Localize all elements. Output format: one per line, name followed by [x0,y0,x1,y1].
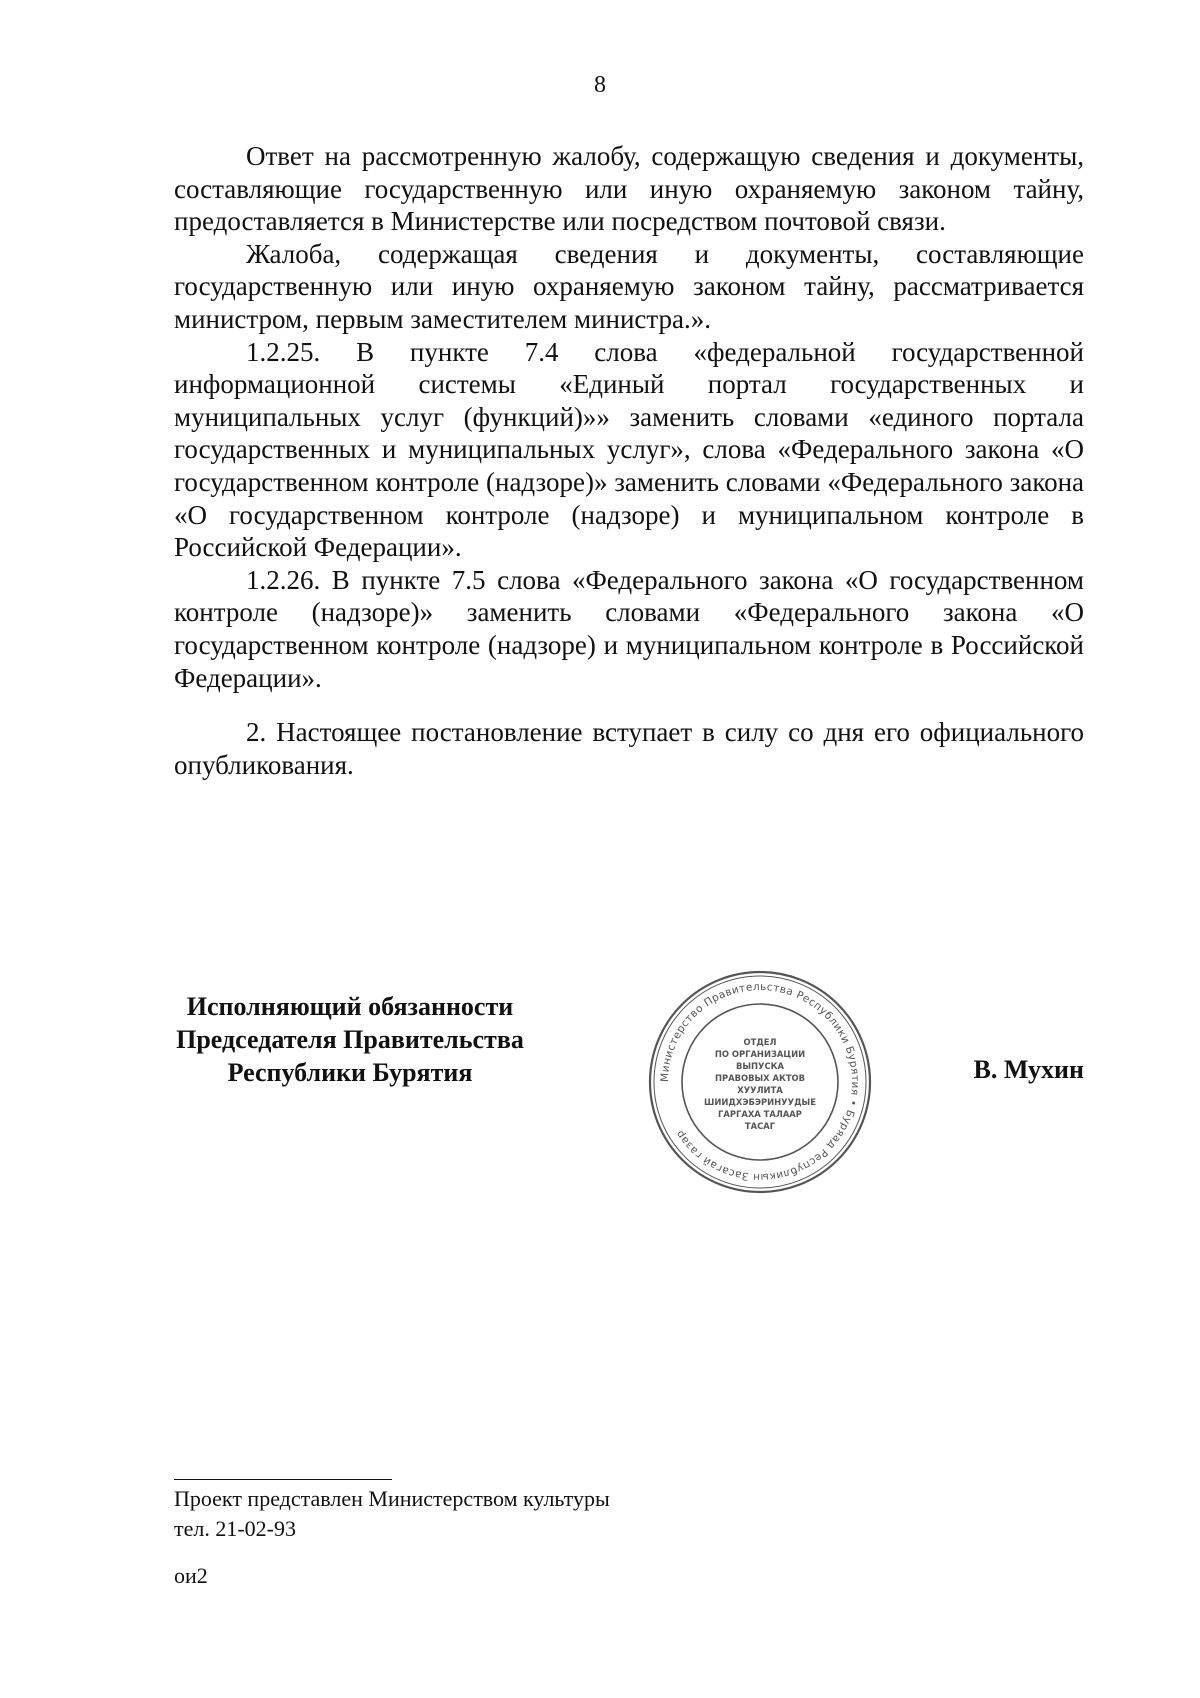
paragraph-entry-into-force: 2. Настоящее постановление вступает в силу со дня его официального опубликования. [174,717,1084,780]
page-number: 8 [594,72,606,98]
signer-name: В. Мухин [973,1055,1084,1084]
official-seal-stamp [645,967,875,1197]
footer-line: Проект представлен Министерством культуры [174,1486,610,1511]
seal-inner-line: ТАСАГ [744,1121,776,1131]
document-code: ои2 [174,1563,208,1588]
paragraph-1-2-26: 1.2.26. В пункте 7.5 слова «Федерального закона «О государственном контроле (надзоре)» заменить словами «Федерального закона «О государственном контроле (надзоре) и муниципальном контроле в Российской Федерации». [174,564,1084,693]
seal-inner-line: ВЫПУСКА [735,1061,785,1071]
seal-outer-text: Министерство Правительства Республики Бурятия • Буряад Республикын Засагай газар [658,980,862,1184]
footer-line: тел. 21-02-93 [174,1516,297,1541]
seal-inner-line: ОТДЕЛ [743,1037,777,1047]
paragraph-complaint-review: Жалоба, содержащая сведения и документы, составляющие государственную или иную охраняемую законом тайну, рассматривается министром, первым заместителем министра.». [174,238,1084,334]
signatory-title [150,990,550,1089]
seal-inner-line: ХУУЛИТА [737,1085,783,1095]
seal-inner-line: ГАРГАХА ТАЛААР [718,1109,802,1119]
footer-note [174,1484,610,1544]
seal-inner-line: ПО ОРГАНИЗАЦИИ [714,1049,806,1059]
signatory-title-line: Председателя Правительства [176,1025,524,1054]
paragraph-complaint-answer: Ответ на рассмотренную жалобу, содержащую сведения и документы, составляющие государственную или иную охраняемую законом тайну, предоставляется в Министерстве или посредством почтовой связи. [174,141,1084,237]
signatory-title-line: Республики Бурятия [227,1058,473,1087]
seal-inner-line: ШИИДХЭБЭРИНУУДЫЕ [704,1097,816,1107]
footer-divider [174,1479,392,1480]
paragraph-1-2-25: 1.2.25. В пункте 7.4 слова «федеральной государственной информационной системы «Единый портал государственных и муниципальных услуг (функций)»» заменить словами «единого портала государственных и муниципальных услуг», слова «Федерального закона «О государственном контроле (надзоре)» заменить словами «Федерального закона «О государственном контроле (надзоре) и муниципальном контроле в Российской Федерации». [174,336,1084,563]
seal-inner-line: ПРАВОВЫХ АКТОВ [714,1073,806,1083]
signatory-title-line: Исполняющий обязанности [186,992,514,1021]
document-body [174,140,1084,781]
